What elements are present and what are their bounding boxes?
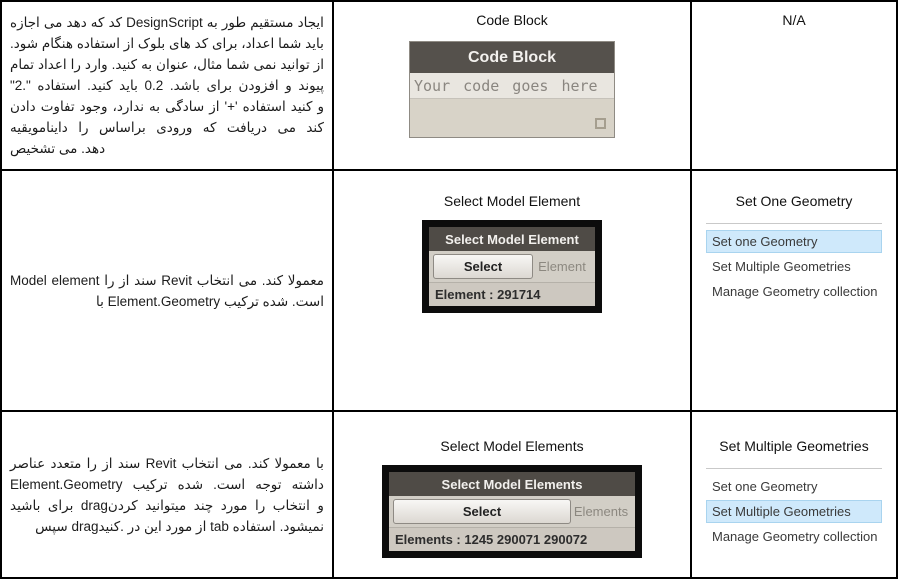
menu-item-manage-geometry-collection[interactable]: Manage Geometry collection (712, 284, 878, 299)
select-model-elements-node-header: Select Model Elements (389, 472, 635, 496)
cell-row2-right (692, 171, 896, 410)
description-select-model-elements: عناصر متعدد را از سند Revit انتخاب می کند. معمولا با Element.Geometry ترکیب شده است. توجه داشته باشید برای dragکردن میتوانید چند مورد را انتخاب و سپس dragکنید. در این مورد از tab استفاده نمیشود. (10, 455, 324, 534)
select-model-elements-node (382, 465, 642, 558)
select-model-element-node-header: Select Model Element (429, 227, 595, 251)
cell-row1-node (334, 2, 690, 169)
description-select-model-element: Model element را از سند Revit انتخاب می کند. معمولا با Element.Geometry ترکیب شده است. (10, 272, 324, 309)
cell-row3-description (2, 412, 332, 577)
cell-row2-node (334, 171, 690, 410)
elements-ids-status: Elements : 1245 290071 290072 (389, 527, 635, 551)
code-block-input[interactable]: Your code goes here (410, 73, 614, 99)
geometry-context-menu (706, 468, 882, 550)
node-caption-select-model-elements: Select Model Elements (440, 438, 584, 454)
menu-item-manage-geometry-collection[interactable]: Manage Geometry collection (712, 529, 878, 544)
select-model-element-node (422, 220, 602, 313)
code-block-handle-icon[interactable] (595, 118, 606, 129)
cell-row1-description (2, 2, 332, 169)
right-caption-set-multiple-geometries: Set Multiple Geometries (719, 438, 869, 454)
code-block-node (409, 41, 615, 138)
elements-output-port[interactable]: Elements (573, 504, 629, 519)
node-caption-code-block: Code Block (476, 12, 548, 28)
right-caption-na: N/A (782, 12, 806, 28)
menu-item-set-one-geometry[interactable]: Set one Geometry (712, 479, 818, 494)
cell-row1-right (692, 2, 896, 169)
menu-item-set-multiple-geometries[interactable]: Set Multiple Geometries (706, 500, 882, 523)
code-block-node-body (410, 99, 614, 137)
geometry-context-menu (706, 223, 882, 305)
cell-row3-right (692, 412, 896, 577)
menu-divider (706, 468, 882, 469)
cell-row3-node (334, 412, 690, 577)
element-id-status: Element : 291714 (429, 282, 595, 306)
select-model-element-node-toolbar (429, 251, 595, 282)
description-code-block: اجازه می دهد که کد DesignScript به طور مستقیم ایجاد شود. هنگام استفاده از بلوک های کد برای اعداد، شما باید تمام اعداد را وارد کنید. به عنوان مثال، شما نمی توانید از "2." استفاده کنید. باید 0.2 باشد. برای افزودن و پیوند دادن تفاوت وجود ندارد، به سادگی از '+' استفاده کنید و داینامویقیه را براساس ورودی که دریافت می کند تشخیص می دهد. (10, 15, 324, 156)
menu-item-set-multiple-geometries[interactable]: Set Multiple Geometries (712, 259, 851, 274)
node-caption-select-model-element: Select Model Element (443, 193, 581, 209)
cell-row2-description (2, 171, 332, 410)
menu-item-set-one-geometry[interactable]: Set one Geometry (706, 230, 882, 253)
select-button[interactable]: Select (433, 254, 533, 279)
right-caption-set-one-geometry: Set One Geometry (735, 193, 853, 209)
element-output-port[interactable]: Element (538, 259, 586, 274)
menu-divider (706, 223, 882, 224)
select-button[interactable]: Select (393, 499, 571, 524)
select-model-elements-node-toolbar (389, 496, 635, 527)
code-block-node-header: Code Block (410, 42, 614, 73)
